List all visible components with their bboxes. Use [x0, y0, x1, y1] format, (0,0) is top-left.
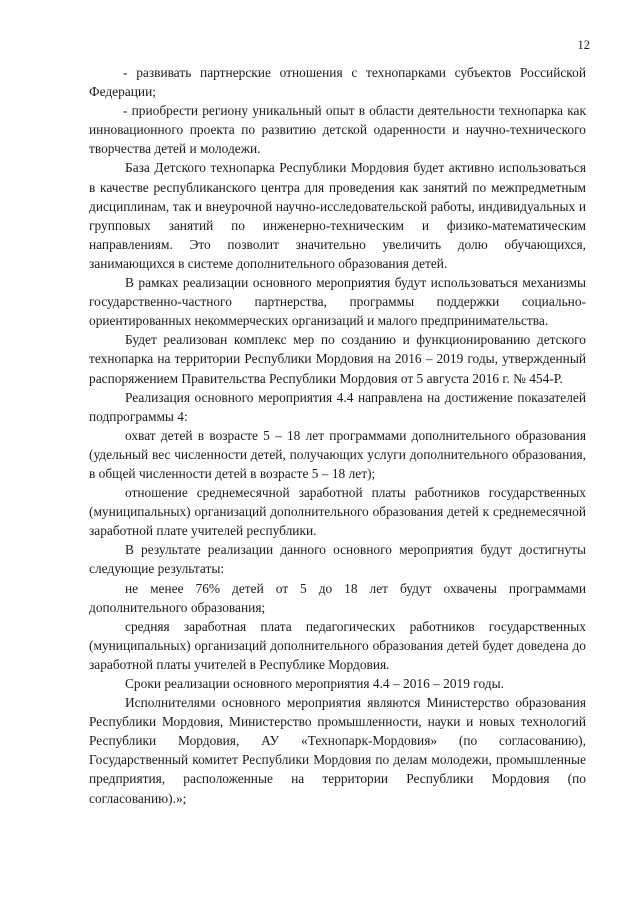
- paragraph: В результате реализации данного основного мероприятия будут достигнуты следующие результаты:: [89, 542, 586, 577]
- paragraph: В рамках реализации основного мероприятия будут использоваться механизмы государственно-частного партнерства, программы поддержки социально-ориентированных некоммерческих организаций и малого предпринимательства.: [89, 275, 586, 329]
- paragraph: Будет реализован комплекс мер по созданию и функционированию детского технопарка на территории Республики Мордовия на 2016 – 2019 годы, утвержденный распоряжением Правительства Республики Мордовия от 5 августа 2016 г. № 454-Р.: [89, 332, 586, 386]
- paragraph-list-item: - приобрести региону уникальный опыт в области деятельности технопарка как инновационного проекта по развитию детской одаренности и научно-технического творчества детей и молодежи.: [89, 103, 586, 157]
- paragraph: Сроки реализации основного мероприятия 4.4 – 2016 – 2019 годы.: [125, 676, 504, 691]
- paragraph-indicator: охват детей в возрасте 5 – 18 лет программами дополнительного образования (удельный вес численности детей, получающих услуги дополнительного образования, в общей численности детей в возрасте 5 – 18 лет);: [89, 427, 586, 481]
- paragraph: Исполнителями основного мероприятия являются Министерство образования Республики Мордовия, Министерство промышленности, науки и новых технологий Республики Мордовия, АУ «Технопарк-Мордовия» (по согласованию), Государственный комитет Республики Мордовия по делам молодежи, промышленные предприятия, расположенные на территории Республики Мордовия (по согласованию).»;: [89, 695, 586, 806]
- paragraph-list-item: - развивать партнерские отношения с технопарками субъектов Российской Федерации;: [89, 65, 586, 100]
- paragraph-result: не менее 76% детей от 5 до 18 лет будут охвачены программами дополнительного образования;: [89, 580, 586, 615]
- page-body: [89, 63, 586, 808]
- page-number: 12: [577, 38, 590, 52]
- paragraph: База Детского технопарка Республики Мордовия будет активно использоваться в качестве республиканского центра для проведения как занятий по межпредметным дисциплинам, так и внеурочной научно-исследовательской работы, индивидуальных и групповых занятий по инженерно-техническим и физико-математическим направлениям. Это позволит значительно увеличить долю обучающихся, занимающихся в системе дополнительного образования детей.: [89, 160, 586, 271]
- paragraph-indicator: отношение среднемесячной заработной платы работников государственных (муниципальных) организаций дополнительного образования детей к среднемесячной заработной плате учителей республики.: [89, 485, 586, 539]
- paragraph-result: средняя заработная плата педагогических работников государственных (муниципальных) организаций дополнительного образования детей будет доведена до заработной платы учителей в Республике Мордовия.: [89, 618, 586, 672]
- paragraph: Реализация основного мероприятия 4.4 направлена на достижение показателей подпрограммы 4:: [89, 389, 586, 424]
